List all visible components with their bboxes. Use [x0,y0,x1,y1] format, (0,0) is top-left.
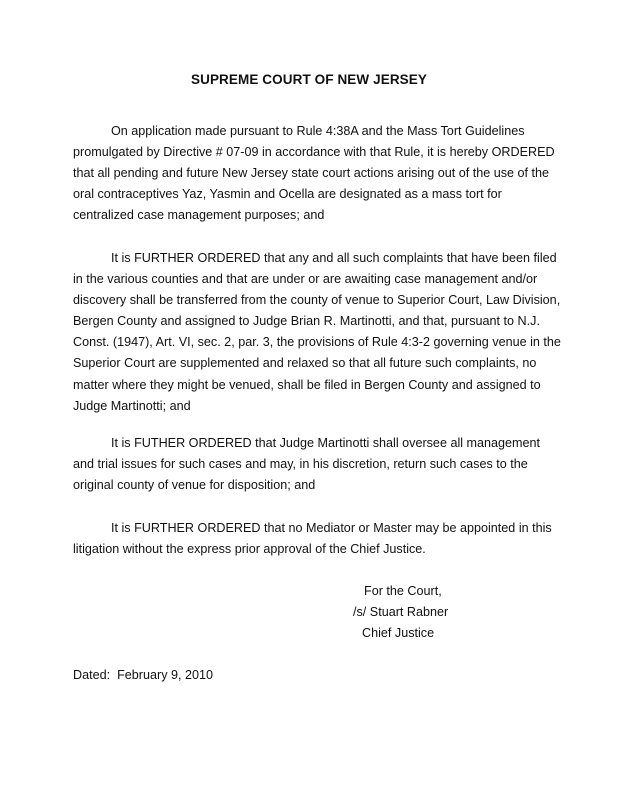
dated-line: Dated: February 9, 2010 [73,668,214,682]
paragraph-line: centralized case management purposes; and [73,208,325,223]
signature-title: Chief Justice [362,626,435,640]
paragraph-line: and trial issues for such cases and may, in his discretion, return such cases to the [73,457,528,472]
paragraph-line: matter where they might be venued, shall be filed in Bergen County and assigned to [73,377,541,392]
paragraph-line: Judge Martinotti; and [73,398,191,413]
order-paragraph-4 [73,518,551,560]
order-paragraph-3 [73,433,551,496]
paragraph-line: Const. (1947), Art. VI, sec. 2, par. 3, the provisions of Rule 4:3-2 governing venue in the [73,335,561,350]
order-paragraph-1 [73,121,555,226]
signature-for-the-court: For the Court, [364,584,442,598]
paragraph-line: litigation without the express prior approval of the Chief Justice. [73,542,426,557]
paragraph-line: Bergen County and assigned to Judge Brian R. Martinotti, and that, pursuant to N.J. [73,314,540,329]
paragraph-line: Superior Court are supplemented and relaxed so that all future such complaints, no [73,356,537,371]
paragraph-line: It is FURTHER ORDERED that any and all such complaints that have been filed [111,251,557,265]
paragraph-line: It is FUTHER ORDERED that Judge Martinotti shall oversee all management [111,436,541,450]
paragraph-line: On application made pursuant to Rule 4:38A and the Mass Tort Guidelines [111,124,525,138]
order-paragraph-2 [73,248,561,417]
paragraph-line: in the various counties and that are under or are awaiting case management and/or [73,272,538,287]
paragraph-line: discovery shall be transferred from the county of venue to Superior Court, Law Division, [73,293,561,308]
paragraph-line: It is FURTHER ORDERED that no Mediator or Master may be appointed in this [111,521,552,535]
paragraph-line: that all pending and future New Jersey state court actions arising out of the use of the [73,166,550,181]
page-title: SUPREME COURT OF NEW JERSEY [191,72,427,87]
signature-name: /s/ Stuart Rabner [353,605,449,619]
paragraph-line: promulgated by Directive # 07-09 in accordance with that Rule, it is hereby ORDERED [73,145,555,160]
paragraph-line: original county of venue for disposition; and [73,478,316,493]
paragraph-line: oral contraceptives Yaz, Yasmin and Ocella are designated as a mass tort for [73,187,502,202]
